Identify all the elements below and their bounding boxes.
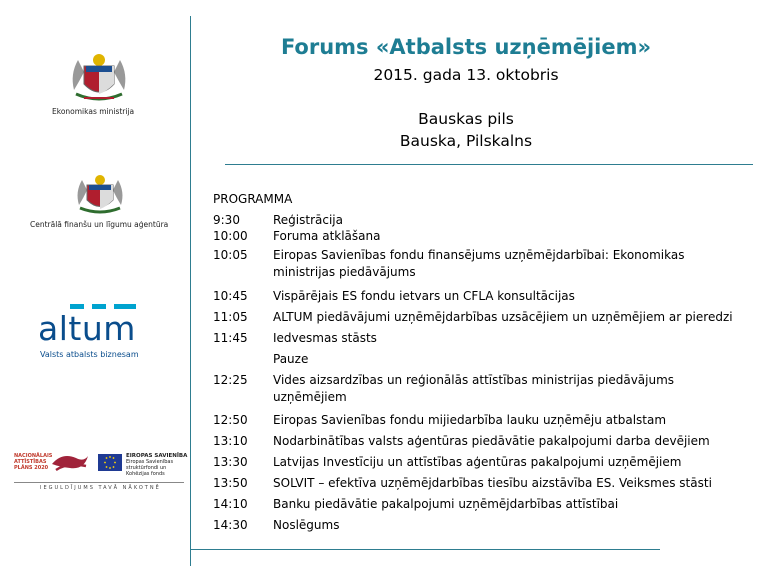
page-title: Forums «Atbalsts uzņēmējiem» — [280, 35, 652, 59]
program-text: Nodarbinātības valsts aģentūras piedāvātie pakalpojumi darba devējiem — [273, 434, 710, 448]
program-text: ALTUM piedāvājumi uzņēmējdarbības uzsācējiem un uzņēmējiem ar pieredzi — [273, 310, 733, 324]
nap-logo-icon — [50, 450, 90, 474]
coat-of-arms-icon — [72, 172, 128, 216]
program-time: 11:45 — [213, 331, 248, 345]
program-text: Vides aizsardzības un reģionālās attīstības ministrijas piedāvājums uzņēmējiem — [273, 373, 675, 404]
event-date: 2015. gada 13. oktobris — [373, 66, 559, 84]
program-time: 13:50 — [213, 476, 248, 490]
eu-title: EIROPAS SAVIENĪBA — [126, 453, 188, 459]
program-text: SOLVIT – efektīva uzņēmējdarbības tiesību aizstāvība ES. Veiksmes stāsti — [273, 476, 712, 490]
program-text: Noslēgums — [273, 518, 340, 532]
coat-of-arms-icon — [66, 50, 132, 104]
program-time: 13:30 — [213, 455, 248, 469]
program-time: 10:05 — [213, 248, 248, 262]
sponsor-sidebar — [0, 0, 190, 566]
program-text: Eiropas Savienības fondu finansējums uzņēmējdarbībai: Ekonomikas ministrijas piedāvājums — [273, 248, 685, 279]
eu-fund: Eiropas Savienības struktūrfondi un Kohēzijas fonds — [126, 459, 174, 477]
program-text: Latvijas Investīciju un attīstības aģentūras pakalpojumi uzņēmējiem — [273, 455, 682, 469]
program-time: 10:45 — [213, 289, 248, 303]
altum-logo-text: altum — [38, 309, 136, 348]
program-time: 11:05 — [213, 310, 248, 324]
vertical-divider — [190, 16, 191, 566]
program-time: 14:10 — [213, 497, 248, 511]
venue-name: Bauskas pils — [418, 110, 514, 128]
program-text: Iedvesmas stāsts — [273, 331, 377, 345]
venue-address: Bauska, Pilskalns — [399, 132, 533, 150]
program-time: 14:30 — [213, 518, 248, 532]
eu-logo-text — [126, 453, 190, 477]
slogan: IEGULDĪJUMS TAVĀ NĀKOTNĒ — [40, 485, 161, 491]
program-text: Foruma atklāšana — [273, 229, 381, 243]
program-text: Vispārējais ES fondu ietvars un CFLA konsultācijas — [273, 289, 575, 303]
program-time: 12:50 — [213, 413, 248, 427]
divider — [14, 482, 184, 483]
program-time: 12:25 — [213, 373, 248, 387]
header-divider — [225, 164, 753, 165]
altum-tagline: Valsts atbalsts biznesam — [40, 350, 139, 359]
program-heading: PROGRAMMA — [213, 192, 293, 206]
program-time: 10:00 — [213, 229, 248, 243]
eu-flag-icon — [98, 454, 122, 471]
program-text: Eiropas Savienības fondu mijiedarbība lauku uzņēmēju atbalstam — [273, 413, 667, 427]
program-time: 13:10 — [213, 434, 248, 448]
program-text: Reģistrācija — [273, 213, 343, 227]
footer-divider — [190, 549, 660, 550]
agency-caption: Centrālā finanšu un līgumu aģentūra — [30, 220, 169, 229]
program-text: Pauze — [273, 352, 309, 366]
program-time: 9:30 — [213, 213, 240, 227]
ministry-caption: Ekonomikas ministrija — [52, 107, 135, 116]
program-text: Banku piedāvātie pakalpojumi uzņēmējdarbības attīstībai — [273, 497, 619, 511]
nap-logo-text: NACIONĀLAIS ATTĪSTĪBAS PLĀNS 2020 — [14, 453, 53, 471]
